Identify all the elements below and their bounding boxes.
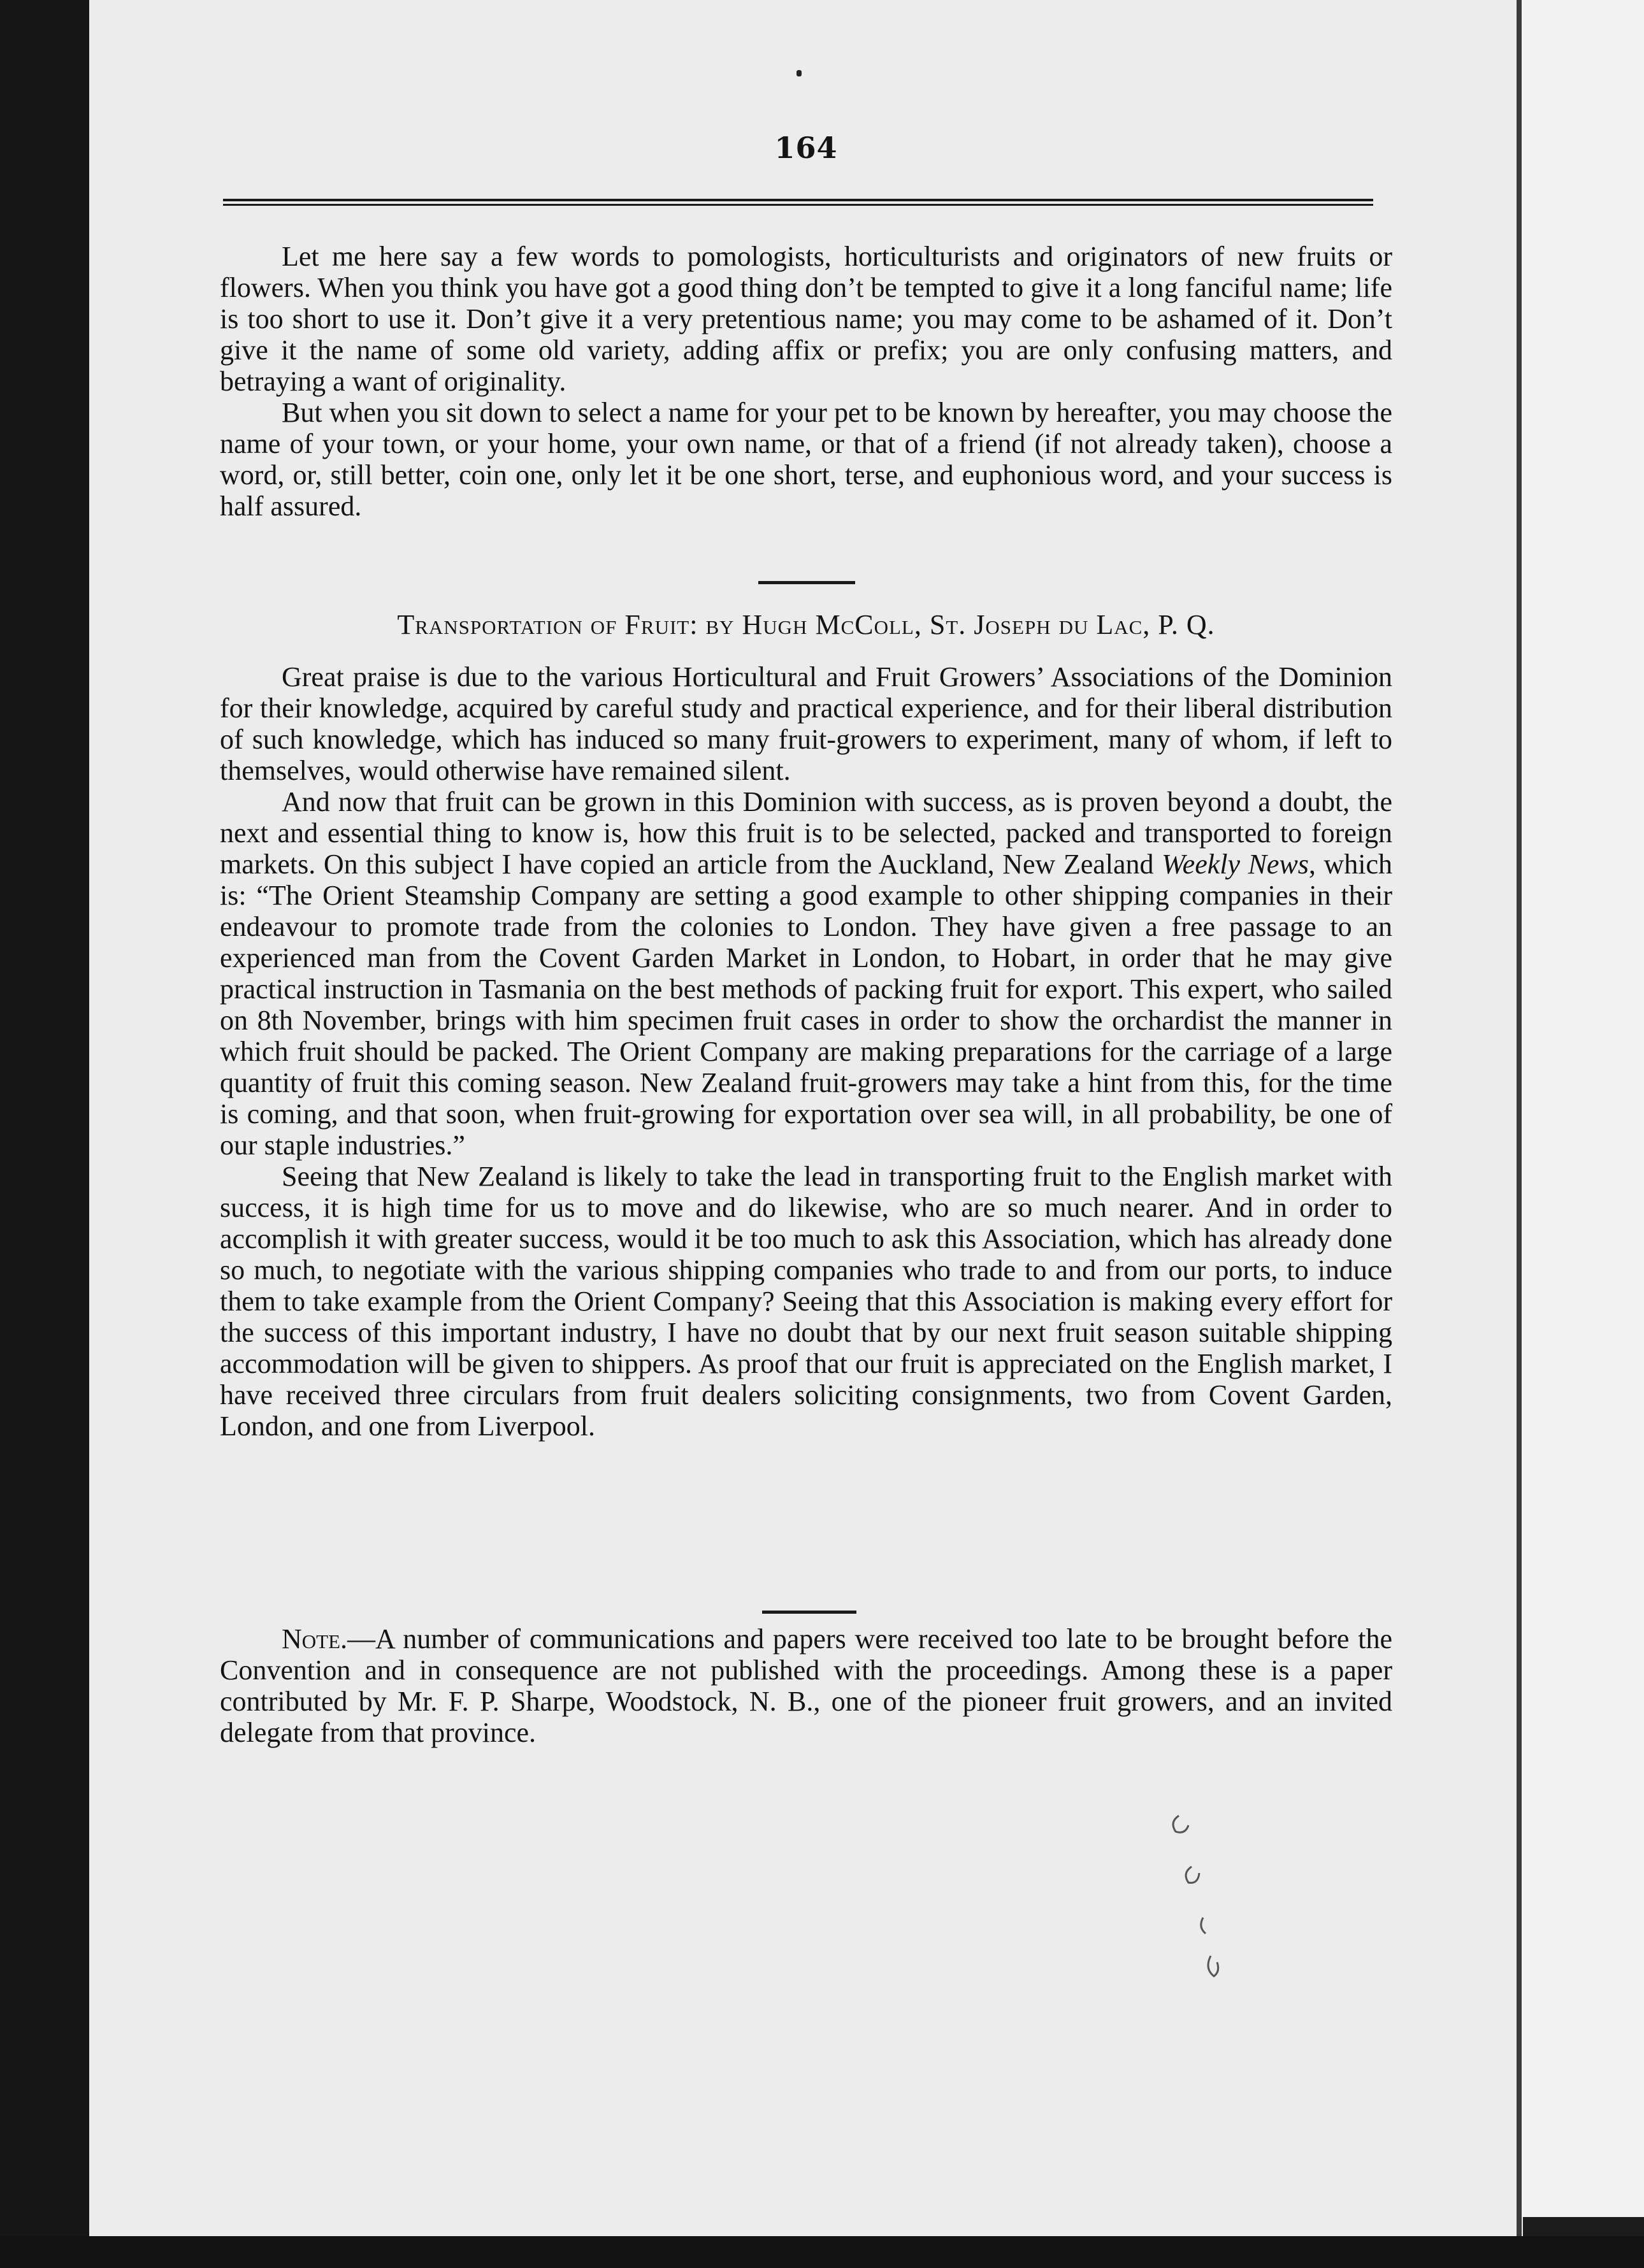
- scan-bottom-margin: [0, 2236, 1644, 2268]
- scan-speck: [797, 70, 802, 76]
- adjacent-page-edge: [1522, 0, 1644, 2217]
- page-edge: [1517, 0, 1522, 2249]
- note-text: —A number of communications and papers were received too late to be brought before the Convention and in consequence are not published with the proceedings. Among these is a paper contributed by Mr. F. P. Sharpe, Woodstock, N. B., one of the pioneer fruit growers, and an invited delegate from that province.: [220, 1623, 1392, 1748]
- note-section: [220, 1623, 1392, 1748]
- article-paragraph-1: Great praise is due to the various Horticultural and Fruit Growers’ Associations of the Dominion for their knowledge, acquired by careful study and practical experience, and for their liberal distribution of such knowledge, which has induced so many fruit-growers to experiment, many of whom, if left to themselves, would otherwise have remained silent.: [220, 661, 1392, 786]
- article-heading: Transportation of Fruit: by Hugh McColl, St. Joseph du Lac, P. Q.: [397, 609, 1215, 640]
- article-body: [220, 661, 1392, 1442]
- handwritten-pencil-mark: [1166, 1809, 1223, 2000]
- article-paragraph-3: Seeing that New Zealand is likely to take the lead in transporting fruit to the English market with success, it is high time for us to move and do likewise, who are so much nearer. And in order to accomplish it with greater success, would it be too much to ask this Association, which has already done so much, to negotiate with the various shipping companies who trade to and from our ports, to induce them to take example from the Orient Company? Seeing that this Association is making every effort for the success of this important industry, I have no doubt that by our next fruit season suitable shipping accommodation will be given to shippers. As proof that our fruit is appreciated on the English market, I have received three circulars from fruit dealers soliciting consignments, two from Covent Garden, London, and one from Liverpool.: [220, 1161, 1392, 1442]
- article-paragraph-2-quote: , which is: “The Orient Steamship Company are setting a good example to other shipping companies in their endeavour to promote trade from the colonies to London. They have given a free passage to an experienced man from the Covent Garden Market in London, to Hobart, in order that he may give practical instruction in Tasmania on the best methods of packing fruit for export. This expert, who sailed on 8th November, brings with him specimen fruit cases in order to show the orchardist the manner in which fruit should be packed. The Orient Company are making preparations for the carriage of a large quantity of fruit this coming season. New Zealand fruit-growers may take a hint from this, for the time is coming, and that soon, when fruit-growing for exportation over sea will, in all probability, be one of our staple industries.”: [220, 849, 1392, 1161]
- page-number: 164: [774, 131, 838, 165]
- scan-left-margin: [0, 0, 89, 2236]
- section-divider: [762, 1611, 856, 1614]
- intro-section: [220, 241, 1392, 522]
- note-paragraph: [220, 1623, 1392, 1748]
- article-paragraph-2: [220, 786, 1392, 1161]
- section-divider: [758, 581, 855, 584]
- header-rule: [223, 199, 1373, 206]
- newspaper-title: Weekly News: [1162, 849, 1309, 880]
- note-label: Note.: [282, 1623, 348, 1654]
- intro-paragraph-1: Let me here say a few words to pomologists, horticulturists and originators of new fruits or flowers. When you think you have got a good thing don’t be tempted to give it a long fanciful name; life is too short to use it. Don’t give it a very pretentious name; you may come to be ashamed of it. Don’t give it the name of some old variety, adding affix or prefix; you are only confusing matters, and betraying a want of originality.: [220, 241, 1392, 397]
- article-paragraph-2-start: And now that fruit can be grown in this Dominion with success, as is proven beyond a doubt, the next and essential thing to know is, how this fruit is to be selected, packed and transported to foreign markets. On this subject I have copied an article from the Auckland, New Zealand: [220, 786, 1392, 880]
- intro-paragraph-2: But when you sit down to select a name for your pet to be known by hereafter, you may choose the name of your town, or your home, your own name, or that of a friend (if not already taken), choose a word, or, still better, coin one, only let it be one short, terse, and euphonious word, and your success is half assured.: [220, 397, 1392, 522]
